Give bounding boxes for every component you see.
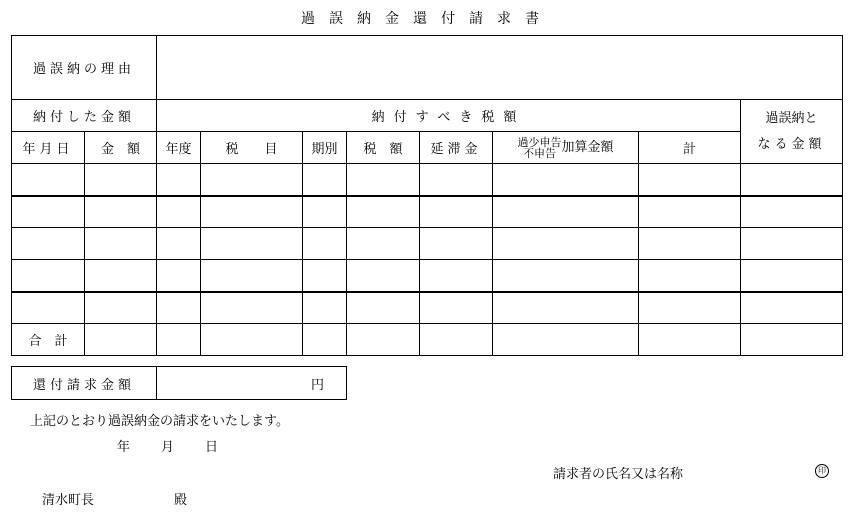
overpaid-line2: なる金額 bbox=[757, 136, 826, 152]
cell-total[interactable] bbox=[639, 260, 741, 292]
total-total-cell[interactable] bbox=[639, 324, 741, 356]
cell-date[interactable] bbox=[12, 260, 85, 292]
page-title: 過誤納金還付請求書 bbox=[301, 11, 553, 27]
total-header: 計 bbox=[639, 132, 741, 164]
date-month[interactable]: 月 bbox=[161, 440, 175, 455]
cell-total[interactable] bbox=[639, 228, 741, 260]
seal-mark: 印 bbox=[815, 464, 829, 478]
total-row-label: 合 計 bbox=[12, 324, 85, 356]
overpaid-amount-header bbox=[741, 100, 843, 164]
cell-tax-amount[interactable] bbox=[347, 164, 420, 196]
cell-date[interactable] bbox=[12, 292, 85, 324]
cell-overpaid[interactable] bbox=[741, 164, 843, 196]
cell-overpaid[interactable] bbox=[741, 260, 843, 292]
cell-period[interactable] bbox=[303, 260, 347, 292]
tax-amount-header: 税 額 bbox=[347, 132, 420, 164]
overpaid-line1: 過誤納と bbox=[765, 110, 818, 126]
cell-penalty[interactable] bbox=[493, 228, 639, 260]
penalty-bottom: 不申告 bbox=[522, 146, 556, 160]
paid-amount-header: 納付した金額 bbox=[12, 100, 157, 132]
cell-period[interactable] bbox=[303, 196, 347, 228]
penalty-header bbox=[493, 132, 639, 164]
cell-tax-amount[interactable] bbox=[347, 228, 420, 260]
cell-penalty[interactable] bbox=[493, 260, 639, 292]
table-row bbox=[12, 260, 843, 292]
cell-tax-amount[interactable] bbox=[347, 196, 420, 228]
refund-form-table bbox=[11, 35, 843, 356]
cell-penalty[interactable] bbox=[493, 196, 639, 228]
amount-header: 金 額 bbox=[85, 132, 157, 164]
total-row bbox=[12, 324, 843, 356]
honorific: 殿 bbox=[174, 493, 188, 508]
cell-period[interactable] bbox=[303, 228, 347, 260]
cell-late-fee[interactable] bbox=[420, 196, 493, 228]
cell-late-fee[interactable] bbox=[420, 260, 493, 292]
cell-late-fee[interactable] bbox=[420, 292, 493, 324]
cell-date[interactable] bbox=[12, 164, 85, 196]
penalty-top: 過少申告 bbox=[517, 135, 562, 149]
penalty-types bbox=[517, 137, 561, 159]
cell-tax-amount[interactable] bbox=[347, 292, 420, 324]
cell-tax-item[interactable] bbox=[201, 260, 303, 292]
late-fee-header: 延滞金 bbox=[420, 132, 493, 164]
reason-label: 過誤納の理由 bbox=[12, 36, 157, 100]
cell-period[interactable] bbox=[303, 292, 347, 324]
penalty-suffix: 加算金額 bbox=[561, 140, 614, 156]
cell-year[interactable] bbox=[157, 260, 201, 292]
cell-year[interactable] bbox=[157, 164, 201, 196]
refund-amount-box bbox=[11, 366, 347, 400]
cell-tax-item[interactable] bbox=[201, 164, 303, 196]
period-header: 期別 bbox=[303, 132, 347, 164]
addressee: 清水町長 bbox=[42, 493, 95, 508]
refund-label: 還付請求金額 bbox=[12, 367, 157, 400]
cell-period[interactable] bbox=[303, 164, 347, 196]
cell-overpaid[interactable] bbox=[741, 196, 843, 228]
cell-amount[interactable] bbox=[85, 228, 157, 260]
table-row bbox=[12, 196, 843, 228]
cell-amount[interactable] bbox=[85, 196, 157, 228]
cell-penalty[interactable] bbox=[493, 292, 639, 324]
cell-amount[interactable] bbox=[85, 260, 157, 292]
date-year[interactable]: 年 bbox=[117, 440, 131, 455]
tax-item-header: 税 目 bbox=[201, 132, 303, 164]
cell-tax-item[interactable] bbox=[201, 196, 303, 228]
cell-year[interactable] bbox=[157, 292, 201, 324]
tax-due-header: 納付すべき税額 bbox=[157, 100, 741, 132]
total-overpaid-cell[interactable] bbox=[741, 324, 843, 356]
yen-unit: 円 bbox=[310, 377, 324, 393]
cell-amount[interactable] bbox=[85, 292, 157, 324]
cell-tax-amount[interactable] bbox=[347, 260, 420, 292]
year-header: 年度 bbox=[157, 132, 201, 164]
cell-overpaid[interactable] bbox=[741, 228, 843, 260]
refund-amount-field[interactable] bbox=[157, 367, 347, 400]
cell-total[interactable] bbox=[639, 164, 741, 196]
date-day[interactable]: 日 bbox=[205, 440, 219, 455]
cell-tax-item[interactable] bbox=[201, 228, 303, 260]
cell-penalty[interactable] bbox=[493, 164, 639, 196]
total-year-cell[interactable] bbox=[157, 324, 201, 356]
total-tax-item-cell[interactable] bbox=[201, 324, 303, 356]
cell-year[interactable] bbox=[157, 228, 201, 260]
total-amount-cell[interactable] bbox=[85, 324, 157, 356]
total-penalty-cell[interactable] bbox=[493, 324, 639, 356]
cell-date[interactable] bbox=[12, 228, 85, 260]
date-header: 年月日 bbox=[12, 132, 85, 164]
cell-late-fee[interactable] bbox=[420, 164, 493, 196]
claimant-label: 請求者の氏名又は名称 bbox=[553, 467, 684, 482]
table-row bbox=[12, 292, 843, 324]
table-row bbox=[12, 228, 843, 260]
cell-total[interactable] bbox=[639, 196, 741, 228]
cell-amount[interactable] bbox=[85, 164, 157, 196]
total-tax-amount-cell[interactable] bbox=[347, 324, 420, 356]
cell-overpaid[interactable] bbox=[741, 292, 843, 324]
cell-date[interactable] bbox=[12, 196, 85, 228]
cell-late-fee[interactable] bbox=[420, 228, 493, 260]
cell-total[interactable] bbox=[639, 292, 741, 324]
cell-tax-item[interactable] bbox=[201, 292, 303, 324]
table-row bbox=[12, 164, 843, 196]
reason-field[interactable] bbox=[157, 36, 843, 100]
total-period-cell[interactable] bbox=[303, 324, 347, 356]
statement-text: 上記のとおり過誤納金の請求をいたします。 bbox=[30, 414, 289, 429]
cell-year[interactable] bbox=[157, 196, 201, 228]
total-late-fee-cell[interactable] bbox=[420, 324, 493, 356]
